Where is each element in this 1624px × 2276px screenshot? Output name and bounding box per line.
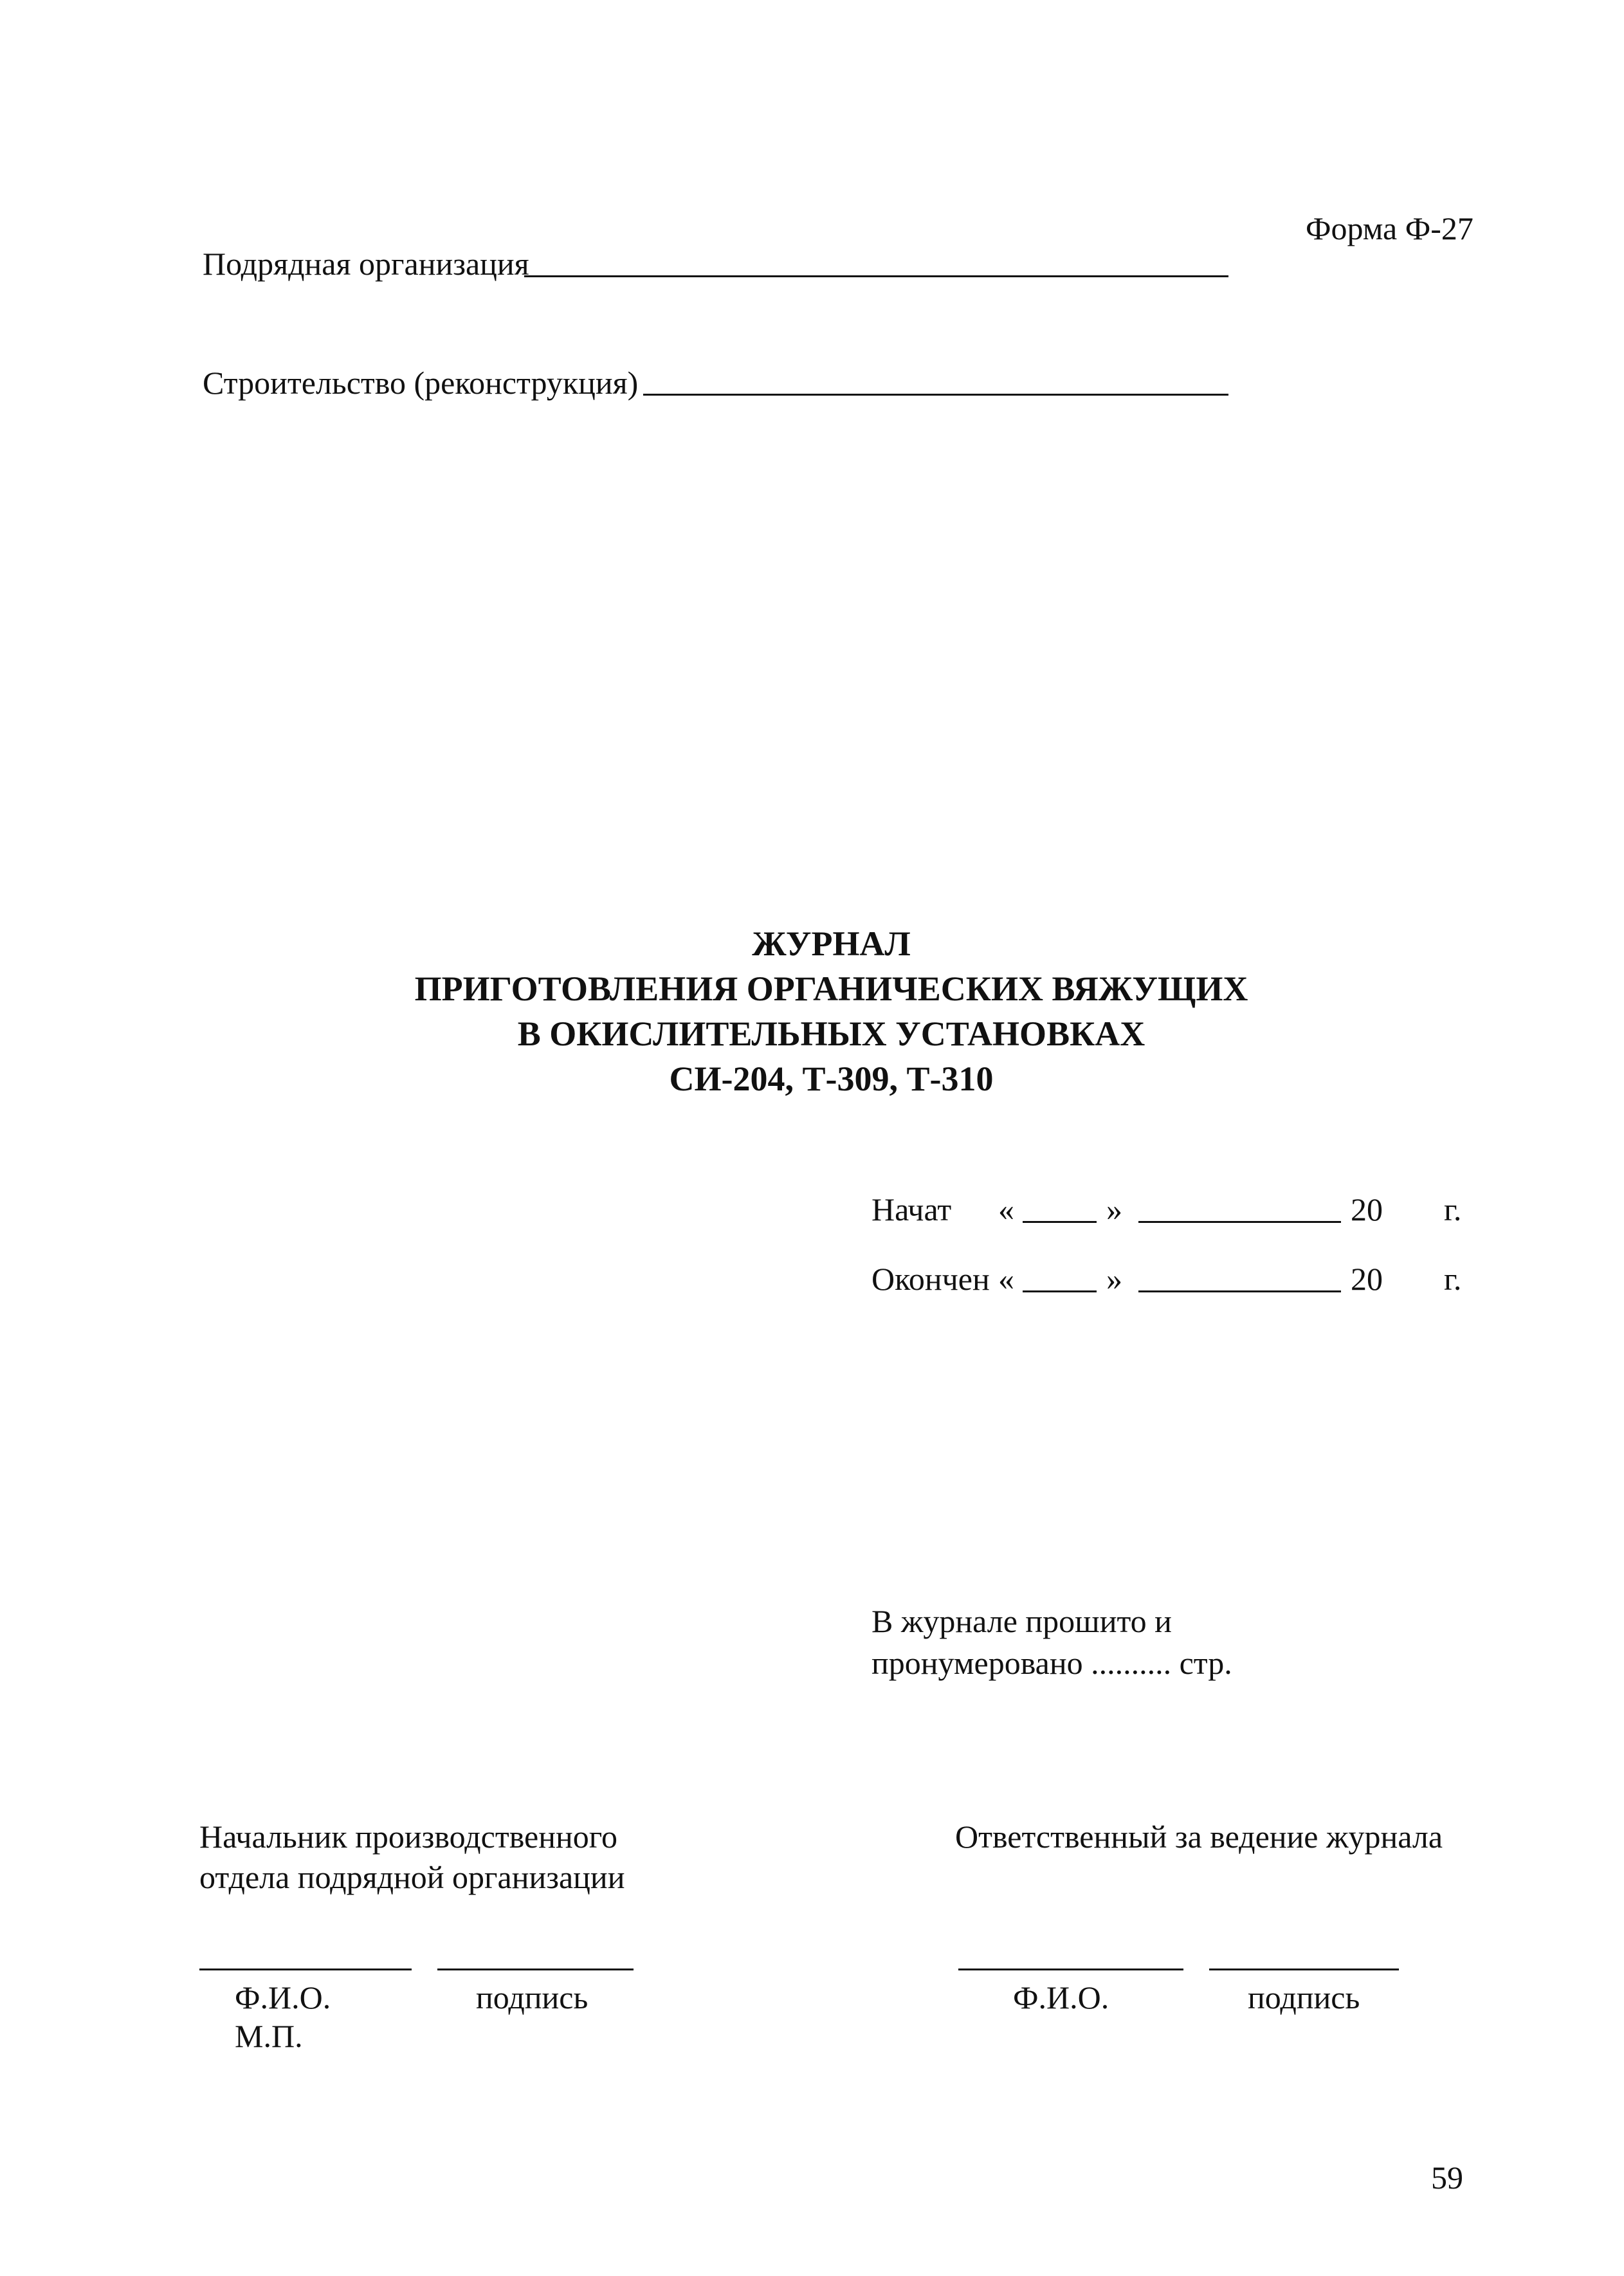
journal-title: ЖУРНАЛ <box>752 924 911 963</box>
journal-subtitle-1: ПРИГОТОВЛЕНИЯ ОРГАНИЧЕСКИХ ВЯЖУЩИХ <box>414 969 1248 1008</box>
left-signature-line[interactable] <box>437 1969 634 1970</box>
right-signature-line[interactable] <box>1209 1969 1399 1970</box>
journal-subtitle-2: В ОКИСЛИТЕЛЬНЫХ УСТАНОВКАХ <box>517 1014 1145 1053</box>
right-signature-label: подпись <box>1248 1979 1360 2015</box>
finished-label: Окончен <box>871 1261 990 1297</box>
finished-close-quote: » <box>1106 1261 1122 1297</box>
construction-field-line[interactable] <box>643 394 1228 396</box>
contractor-label: Подрядная организация <box>203 246 529 282</box>
binding-note-line1: В журнале прошито и <box>871 1603 1172 1639</box>
left-name-line[interactable] <box>199 1969 412 1970</box>
construction-label: Строительство (реконструкция) <box>203 365 639 401</box>
started-year-prefix: 20 <box>1351 1191 1383 1227</box>
right-name-label: Ф.И.О. <box>1013 1979 1109 2015</box>
started-month-line[interactable] <box>1138 1221 1341 1223</box>
binding-note-line2: пронумеровано .......... стр. <box>871 1645 1232 1681</box>
page-number: 59 <box>1431 2160 1463 2196</box>
contractor-field-line[interactable] <box>524 275 1228 277</box>
started-open-quote: « <box>998 1191 1014 1227</box>
left-signature-label: подпись <box>476 1979 588 2015</box>
started-close-quote: » <box>1106 1191 1122 1227</box>
left-signatory-title-1: Начальник производственного <box>199 1819 617 1855</box>
finished-year-suffix: г. <box>1444 1261 1462 1297</box>
stamp-label: М.П. <box>235 2018 303 2054</box>
finished-month-line[interactable] <box>1138 1290 1341 1292</box>
right-signatory-title: Ответственный за ведение журнала <box>955 1819 1443 1855</box>
left-signatory-title-2: отдела подрядной организации <box>199 1859 625 1895</box>
left-name-label: Ф.И.О. <box>235 1979 331 2015</box>
started-day-line[interactable] <box>1023 1221 1097 1223</box>
started-year-suffix: г. <box>1444 1191 1462 1227</box>
finished-day-line[interactable] <box>1023 1290 1097 1292</box>
journal-subtitle-3: СИ-204, Т-309, Т-310 <box>669 1060 994 1098</box>
started-label: Начат <box>871 1191 952 1227</box>
right-name-line[interactable] <box>958 1969 1183 1970</box>
finished-year-prefix: 20 <box>1351 1261 1383 1297</box>
finished-open-quote: « <box>998 1261 1014 1297</box>
form-label: Форма Ф-27 <box>1306 210 1473 246</box>
